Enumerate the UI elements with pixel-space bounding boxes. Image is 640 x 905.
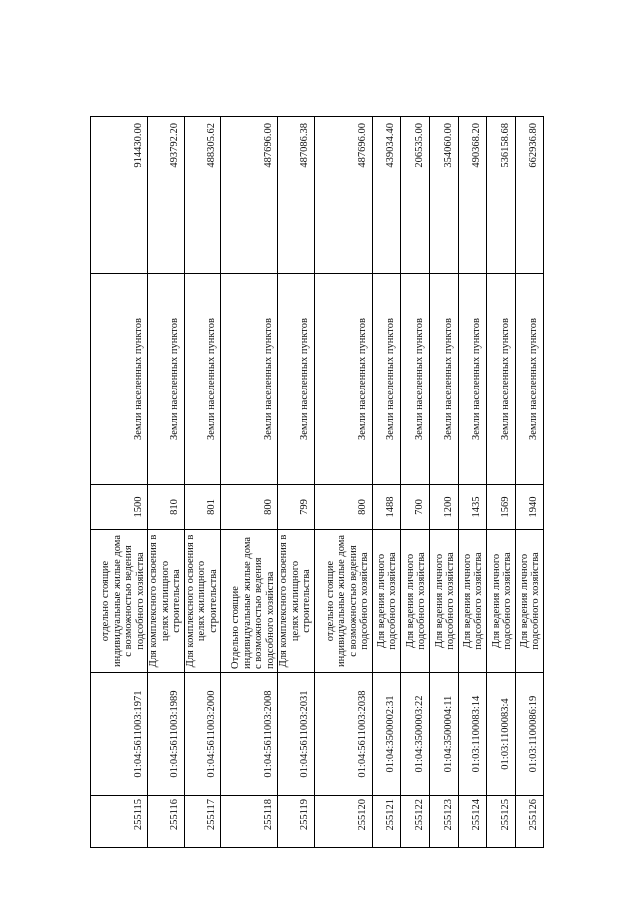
permitted-use-cell: Для комплексного освоения в целях жилищного строительства <box>184 530 221 673</box>
land-category-cell: Земли населенных пунктов <box>429 274 458 485</box>
permitted-use-cell: отдельно стоящие индивидуальные жилые дома с возможностью ведения подсобного хозяйства <box>314 530 372 673</box>
area-value-cell: 810 <box>148 485 185 530</box>
cadastral-number-cell: 01:04:5611003:2031 <box>278 673 315 796</box>
area-value-cell: 800 <box>221 485 278 530</box>
land-category-cell: Земли населенных пунктов <box>486 274 515 485</box>
area-value-cell: 799 <box>278 485 315 530</box>
cadastral-value-cell: 487086.38 <box>278 117 315 274</box>
cadastral-value-cell: 914430.00 <box>91 117 148 274</box>
rotated-document-page <box>90 117 541 848</box>
cadastral-number-cell: 01:04:5611003:2000 <box>184 673 221 796</box>
row-number-cell: 255116 <box>148 796 185 848</box>
cadastral-value-cell: 536158.68 <box>486 117 515 274</box>
cadastral-number-cell: 01:04:5611003:1971 <box>91 673 148 796</box>
cadastral-number-cell: 01:03:1100083:14 <box>458 673 486 796</box>
land-category-cell: Земли населенных пунктов <box>458 274 486 485</box>
cadastral-value-cell: 354060.00 <box>429 117 458 274</box>
land-category-cell: Земли населенных пунктов <box>515 274 543 485</box>
table-row <box>515 117 543 848</box>
table-row <box>278 117 315 848</box>
land-category-cell: Земли населенных пунктов <box>91 274 148 485</box>
row-number-cell: 255122 <box>400 796 429 848</box>
land-plots-table <box>90 116 544 848</box>
cadastral-value-cell: 206535.00 <box>400 117 429 274</box>
area-value-cell: 1500 <box>91 485 148 530</box>
table-row <box>400 117 429 848</box>
table-row <box>372 117 400 848</box>
table-row <box>486 117 515 848</box>
cadastral-value-cell: 488305.62 <box>184 117 221 274</box>
row-number-cell: 255123 <box>429 796 458 848</box>
permitted-use-cell: Для комплексного освоения в целях жилищного строительства <box>278 530 315 673</box>
land-category-cell: Земли населенных пунктов <box>184 274 221 485</box>
cadastral-number-cell: 01:03:1100086:19 <box>515 673 543 796</box>
cadastral-value-cell: 493792.20 <box>148 117 185 274</box>
row-number-cell: 255117 <box>184 796 221 848</box>
area-value-cell: 700 <box>400 485 429 530</box>
land-category-cell: Земли населенных пунктов <box>221 274 278 485</box>
cadastral-value-cell: 439034.40 <box>372 117 400 274</box>
permitted-use-cell: Для ведения личного подсобного хозяйства <box>400 530 429 673</box>
cadastral-number-cell: 01:04:5611003:2008 <box>221 673 278 796</box>
row-number-cell: 255125 <box>486 796 515 848</box>
permitted-use-cell: Для ведения личного подсобного хозяйства <box>458 530 486 673</box>
permitted-use-cell: Для ведения личного подсобного хозяйства <box>515 530 543 673</box>
area-value-cell: 1488 <box>372 485 400 530</box>
permitted-use-cell: Отдельно стоящие индивидуальные жилые дома с возможностью ведения подсобного хозяйства <box>221 530 278 673</box>
cadastral-number-cell: 01:04:3500003:22 <box>400 673 429 796</box>
area-value-cell: 1435 <box>458 485 486 530</box>
land-category-cell: Земли населенных пунктов <box>278 274 315 485</box>
cadastral-number-cell: 01:03:1100083:4 <box>486 673 515 796</box>
cadastral-number-cell: 01:04:5611003:2038 <box>314 673 372 796</box>
area-value-cell: 1940 <box>515 485 543 530</box>
area-value-cell: 801 <box>184 485 221 530</box>
cadastral-number-cell: 01:04:5611003:1989 <box>148 673 185 796</box>
permitted-use-cell: Для комплексного освоения в целях жилищного строительства <box>148 530 185 673</box>
cadastral-value-cell: 487696.00 <box>314 117 372 274</box>
table-row <box>314 117 372 848</box>
row-number-cell: 255124 <box>458 796 486 848</box>
land-category-cell: Земли населенных пунктов <box>400 274 429 485</box>
table-row <box>429 117 458 848</box>
cadastral-number-cell: 01:04:3500002:31 <box>372 673 400 796</box>
table-row <box>458 117 486 848</box>
cadastral-value-cell: 487696.00 <box>221 117 278 274</box>
row-number-cell: 255119 <box>278 796 315 848</box>
permitted-use-cell: Для ведения личного подсобного хозяйства <box>429 530 458 673</box>
area-value-cell: 1200 <box>429 485 458 530</box>
row-number-cell: 255121 <box>372 796 400 848</box>
permitted-use-cell: отдельно стоящие индивидуальные жилые дома с возможностью ведения подсобного хозяйства <box>91 530 148 673</box>
permitted-use-cell: Для ведения личного подсобного хозяйства <box>372 530 400 673</box>
land-category-cell: Земли населенных пунктов <box>372 274 400 485</box>
table-row <box>148 117 185 848</box>
area-value-cell: 800 <box>314 485 372 530</box>
cadastral-value-cell: 662936.80 <box>515 117 543 274</box>
row-number-cell: 255115 <box>91 796 148 848</box>
cadastral-value-cell: 490368.20 <box>458 117 486 274</box>
area-value-cell: 1569 <box>486 485 515 530</box>
row-number-cell: 255126 <box>515 796 543 848</box>
table-body <box>91 117 544 848</box>
land-category-cell: Земли населенных пунктов <box>314 274 372 485</box>
table-row <box>221 117 278 848</box>
table-row <box>91 117 148 848</box>
land-category-cell: Земли населенных пунктов <box>148 274 185 485</box>
cadastral-number-cell: 01:04:3500004:11 <box>429 673 458 796</box>
row-number-cell: 255120 <box>314 796 372 848</box>
permitted-use-cell: Для ведения личного подсобного хозяйства <box>486 530 515 673</box>
row-number-cell: 255118 <box>221 796 278 848</box>
table-row <box>184 117 221 848</box>
